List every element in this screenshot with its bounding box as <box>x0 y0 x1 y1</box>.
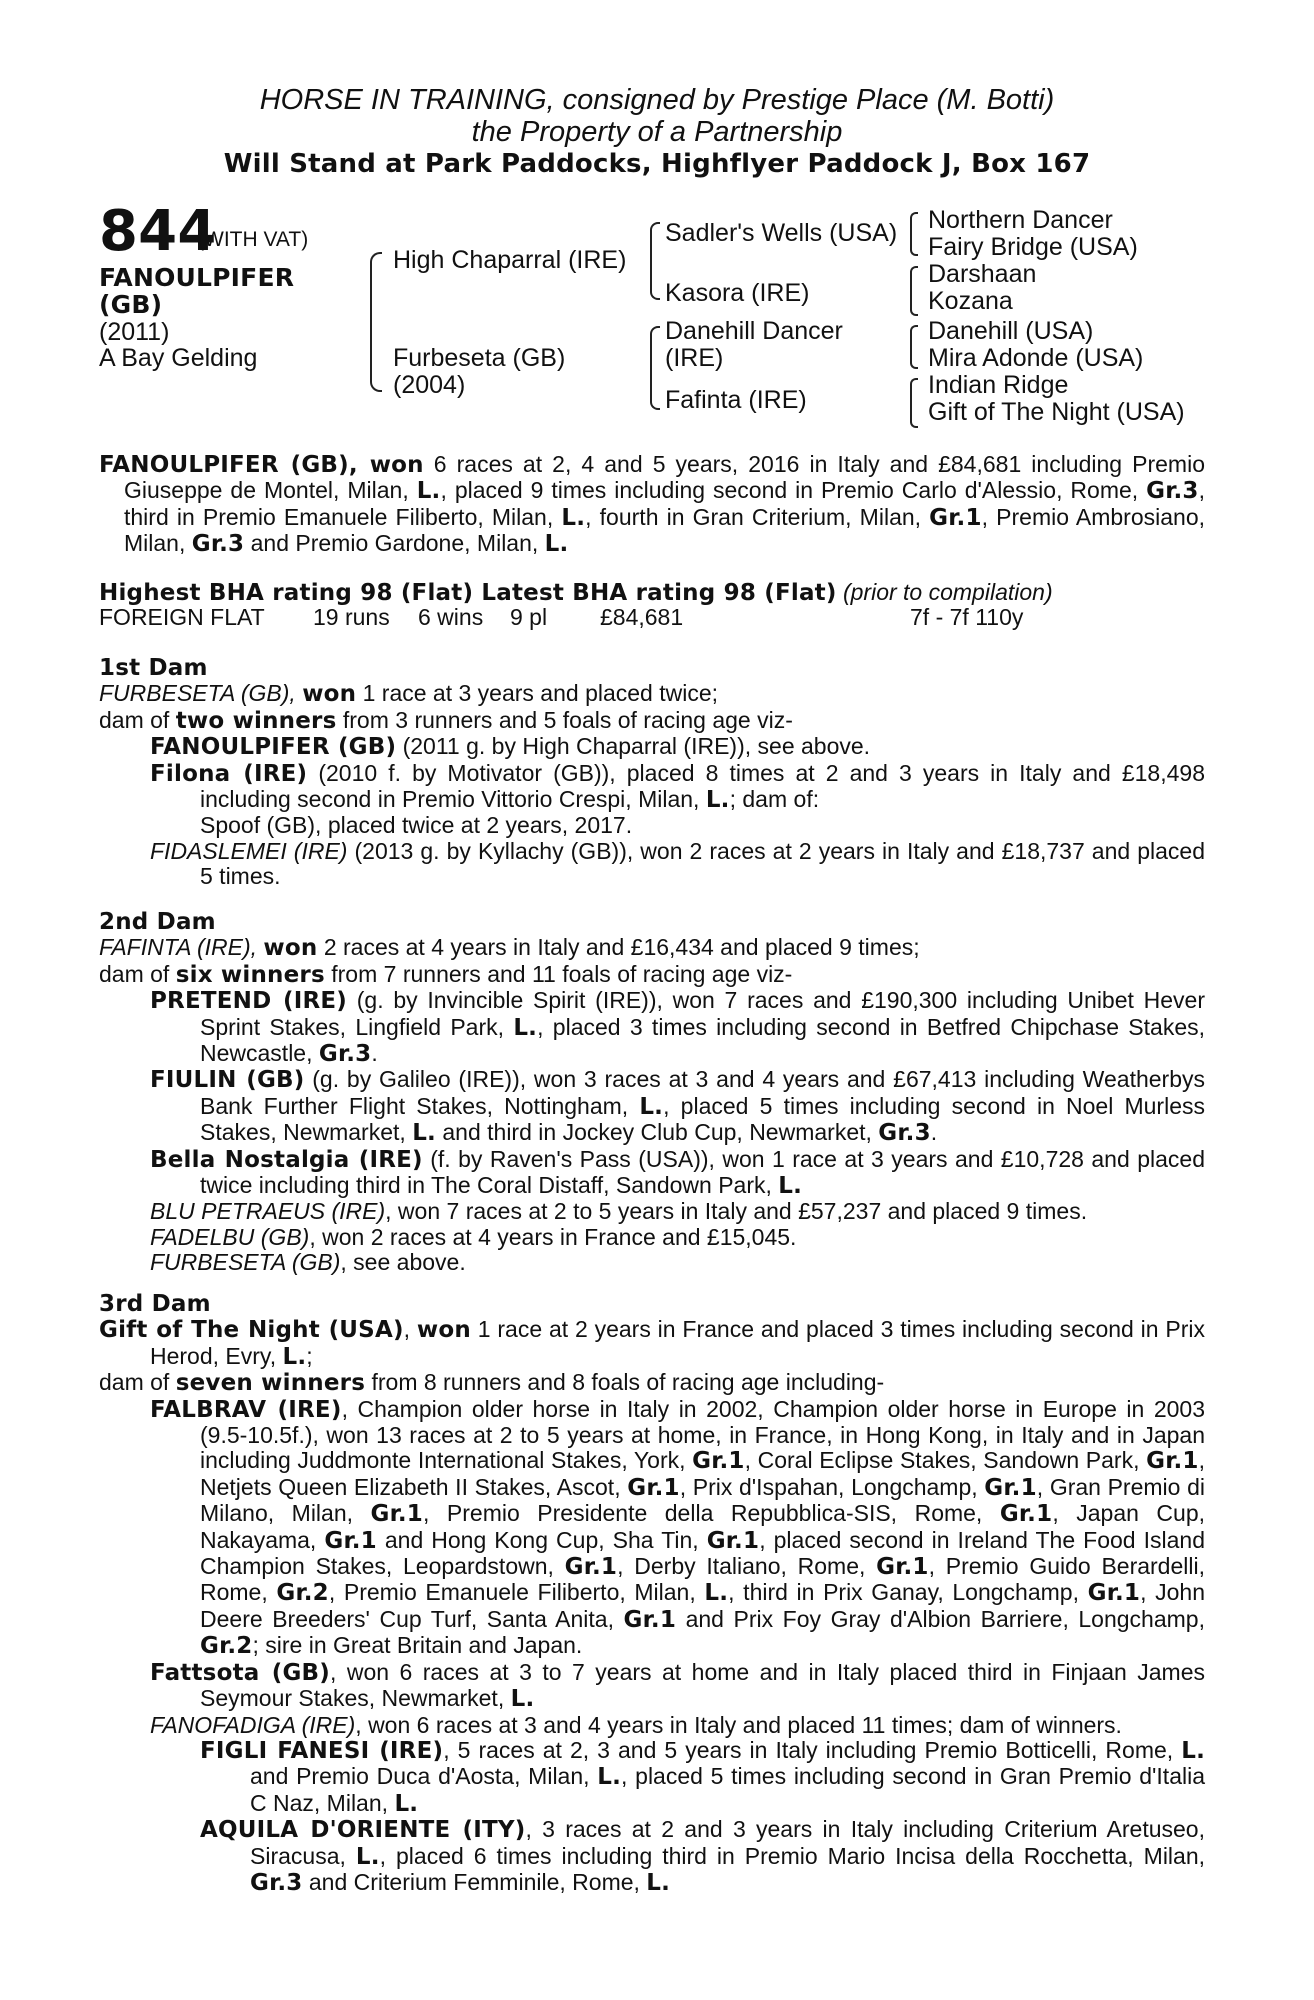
winners-count: six winners <box>175 961 325 988</box>
form-distance: 7f - 7f 110y <box>910 604 1024 630</box>
produce-record: and Criterium Femminile, Rome, <box>302 1868 647 1895</box>
produce-record: , Netjets Queen Elizabeth II Stakes, Ascot, <box>200 1447 1205 1500</box>
pedigree-g3-5: Danehill (USA) <box>928 317 1094 345</box>
dam-record: 1 race at 3 years and placed twice; <box>356 680 719 707</box>
summary-grade: L. <box>561 504 586 531</box>
dam-name: FAFINTA (IRE), <box>99 934 264 961</box>
produce-text: from 3 runners and 5 foals of racing age viz- <box>336 706 793 733</box>
produce-record: and Prix Foy Gray d'Albion Barriere, Longchamp, <box>676 1605 1205 1632</box>
grade: Gr.2 <box>200 1633 253 1660</box>
grade: Gr.3 <box>878 1120 931 1147</box>
produce-record: (2011 g. by High Chaparral (IRE)), see above. <box>396 733 871 760</box>
pedigree-sire: High Chaparral (IRE) <box>393 246 627 274</box>
produce-record: , Premio Presidente della Repubblica-SIS, Rome, <box>423 1500 1000 1527</box>
grade: Gr.3 <box>318 1041 372 1068</box>
granddaughter-produce-name: FIGLI FANESI (IRE) <box>200 1737 444 1764</box>
produce-record: , Derby Italiano, Rome, <box>617 1553 877 1580</box>
vat-note: (WITH VAT) <box>197 228 309 251</box>
produce-record: , Gran Premio di Milano, Milan, <box>200 1473 1205 1527</box>
grade: L. <box>705 787 730 814</box>
dam-record: 2 races at 4 years in Italy and £16,434 and placed 9 times; <box>317 934 920 961</box>
grade: Gr.1 <box>692 1448 745 1475</box>
summary-text-4: , fourth in Gran Criterium, Milan, <box>585 503 930 530</box>
third-dam-section <box>99 1292 1205 1896</box>
grade: L. <box>704 1580 729 1607</box>
grade: L. <box>282 1343 307 1370</box>
grade: Gr.3 <box>250 1869 303 1896</box>
grade: L. <box>1181 1737 1206 1764</box>
foaling-year: (2011) <box>99 318 170 346</box>
granddaughter-produce-name: AQUILA D'ORIENTE (ITY) <box>200 1817 526 1844</box>
produce-record: and third in Jockey Club Cup, Newmarket, <box>435 1119 879 1146</box>
grade: Gr.1 <box>324 1527 377 1554</box>
produce-record: and Hong Kong Cup, Sha Tin, <box>376 1526 707 1553</box>
won-label: won <box>416 1317 471 1344</box>
summary-won: won <box>369 452 424 478</box>
produce-record: . <box>930 1119 938 1146</box>
grade: Gr.1 <box>564 1554 618 1581</box>
won-label: won <box>263 935 318 962</box>
produce-record: , third in Prix Ganay, Longchamp, <box>728 1579 1088 1606</box>
produce-record: , placed 6 times including third in Premio Mario Incisa della Rocchetta, Milan, <box>379 1842 1206 1869</box>
produce-name: FALBRAV (IRE) <box>150 1396 342 1423</box>
produce-record: , placed second in Ireland The Food Island Champion Stakes, Leopardstown, <box>200 1526 1205 1580</box>
pedigree-g3-8: Gift of The Night (USA) <box>928 398 1185 426</box>
second-dam-section <box>99 910 1205 1276</box>
pedigree-g3-1: Northern Dancer <box>928 206 1113 234</box>
grade: L. <box>394 1790 419 1817</box>
produce-record: , won 2 races at 4 years in France and £15,045. <box>309 1223 797 1250</box>
dam-record: 1 race at 2 years in France and placed 3 times including second in Prix Herod, Evry, <box>150 1316 1206 1369</box>
produce-record: , won 6 races at 3 and 4 years in Italy and placed 11 times; dam of winners. <box>355 1711 1122 1738</box>
pedigree-dam-year: (2004) <box>393 371 466 399</box>
produce-record: (f. by Raven's Pass (USA)), won 1 race at 3 years and £10,728 and placed twice including third in The Coral Distaff, Sandown Park, <box>200 1145 1205 1199</box>
produce-name: FADELBU (GB) <box>150 1223 310 1250</box>
separator: , <box>403 1316 417 1343</box>
form-earnings: £84,681 <box>600 604 684 630</box>
section-heading: 2nd Dam <box>99 909 216 935</box>
produce-record: , 3 races at 2 and 3 years in Italy including Criterium Aretuseo, Siracusa, <box>250 1816 1205 1869</box>
produce-name: FIULIN (GB) <box>150 1067 305 1094</box>
summary-text-6: and Premio Gardone, Milan, <box>244 530 545 557</box>
summary-text-3: , third in Premio Emanuele Filiberto, Milan, <box>124 477 1205 530</box>
grade: L. <box>597 1764 622 1791</box>
produce-record: , Prix d'Ispahan, Longchamp, <box>679 1473 985 1500</box>
grade: L. <box>355 1843 380 1870</box>
produce-record: (2013 g. by Kyllachy (GB)), won 2 races at 2 years in Italy and £18,737 and placed 5 times. <box>200 837 1205 890</box>
produce-record: ; dam of: <box>729 786 820 813</box>
summary-grade: Gr.3 <box>191 531 245 558</box>
lot-number: 844 <box>99 199 217 264</box>
pedigree-dam-brace <box>650 326 660 410</box>
grade: Gr.1 <box>876 1554 929 1581</box>
produce-record: , Premio Emanuele Filiberto, Milan, <box>328 1579 705 1606</box>
produce-record: , won 7 races at 2 to 5 years in Italy and £57,237 and placed 9 times. <box>385 1198 1088 1225</box>
pedigree-g3-6: Mira Adonde (USA) <box>928 344 1144 372</box>
produce-name: FURBESETA (GB) <box>150 1249 341 1276</box>
rating-note: (prior to compilation) <box>842 579 1053 605</box>
produce-name: FIDASLEMEI (IRE) <box>150 837 348 864</box>
form-runs: 19 runs <box>313 604 390 630</box>
produce-record: , placed 3 times including second in Betfred Chipchase Stakes, Newcastle, <box>200 1013 1205 1067</box>
stable-location-line: Will Stand at Park Paddocks, Highflyer Paddock J, Box 167 <box>223 149 1091 179</box>
winners-count: two winners <box>175 707 337 734</box>
form-placed: 9 pl <box>510 604 548 630</box>
summary-grade: Gr.1 <box>929 504 982 531</box>
pedigree-g3-4: Kozana <box>928 287 1013 315</box>
section-heading: 3rd Dam <box>99 1291 211 1317</box>
produce-intro: dam of <box>99 706 176 733</box>
produce-record: , won 6 races at 3 to 7 years at home and in Italy placed third in Finjaan James Seymour Stakes, Newmarket, <box>200 1658 1205 1712</box>
pedigree-g3-brace-3 <box>910 325 918 369</box>
produce-record: , see above. <box>340 1249 466 1276</box>
grade: L. <box>510 1686 535 1713</box>
property-line: the Property of a Partnership <box>471 116 843 148</box>
grade: Gr.1 <box>370 1501 424 1528</box>
grade: Gr.1 <box>627 1474 680 1501</box>
summary-horse-name: FANOULPIFER (GB), <box>99 452 370 478</box>
grade: L. <box>639 1093 664 1120</box>
grade: L. <box>778 1173 803 1200</box>
dam-record: ; <box>306 1342 313 1369</box>
pedigree-g3-brace-2 <box>910 266 918 316</box>
section-heading: 1st Dam <box>99 655 208 681</box>
produce-record: , 5 races at 2, 3 and 5 years in Italy including Premio Botticelli, Rome, <box>443 1736 1182 1763</box>
pedigree-dam: Furbeseta (GB) <box>393 344 566 372</box>
produce-name: BLU PETRAEUS (IRE) <box>150 1198 386 1225</box>
produce-record: , Champion older horse in Italy in 2002, Champion older horse in Europe in 2003 (9.5-10.5f.), won 13 races at 2 to 5 years at home, in France, in Hong Kong, in Italy and in Japan including Juddmonte International Stakes, York, <box>200 1395 1205 1474</box>
pedigree-g3-brace-1 <box>910 212 918 256</box>
grade: Gr.1 <box>706 1527 760 1554</box>
produce-name: Fattsota (GB) <box>150 1659 330 1686</box>
pedigree-g3-brace-4 <box>910 378 918 428</box>
summary-text-1: 6 races at 2, 4 and 5 years, 2016 in Italy and £84,681 including Premio Giuseppe de Montel, Milan, <box>124 451 1205 504</box>
consignor-line: HORSE IN TRAINING, consigned by Prestige Place (M. Botti) <box>259 84 1055 116</box>
grade: Gr.1 <box>1146 1448 1199 1475</box>
bha-rating: Highest BHA rating 98 (Flat) Latest BHA rating 98 (Flat) <box>99 580 837 606</box>
won-label: won <box>302 681 357 708</box>
ratings-block <box>99 580 1205 606</box>
summary-text-5: , Premio Ambrosiano, Milan, <box>124 503 1205 557</box>
produce-name: FANOULPIFER (GB) <box>150 734 397 761</box>
produce-name: Bella Nostalgia (IRE) <box>150 1146 423 1173</box>
grade: Gr.2 <box>276 1580 329 1607</box>
produce-record: (2010 f. by Motivator (GB)), placed 8 times at 2 and 3 years in Italy and £18,498 including second in Premio Vittorio Crespi, Milan, <box>200 759 1205 813</box>
produce-record: , placed 5 times including second in Noel Murless Stakes, Newmarket, <box>200 1092 1205 1146</box>
dam-name: FURBESETA (GB), <box>99 680 303 707</box>
grade: Gr.1 <box>1087 1580 1141 1607</box>
grade: L. <box>412 1120 436 1147</box>
produce-name: Filona (IRE) <box>150 760 308 787</box>
race-record-summary <box>99 452 1205 558</box>
produce-record: , Premio Guido Berardelli, Rome, <box>200 1553 1205 1606</box>
summary-grade: L. <box>416 478 441 505</box>
produce-record: , John Deere Breeders' Cup Turf, Santa Anita, <box>200 1579 1205 1632</box>
grade: Gr.1 <box>984 1474 1037 1501</box>
pedigree-sire-dam: Kasora (IRE) <box>665 279 810 307</box>
produce-text: from 8 runners and 8 foals of racing age including- <box>365 1369 885 1396</box>
summary-grade: Gr.3 <box>1146 478 1199 505</box>
produce-record: (g. by Galileo (IRE)), won 3 races at 3 and 4 years and £67,413 including Weatherbys Bank Further Flight Stakes, Nottingham, <box>200 1066 1205 1119</box>
form-wins: 6 wins <box>418 604 484 630</box>
produce-intro: dam of <box>99 960 176 987</box>
summary-grade: L. <box>544 531 569 558</box>
horse-name: FANOULPIFER <box>99 263 295 292</box>
produce-record: ; sire in Great Britain and Japan. <box>252 1632 583 1659</box>
produce-record: . <box>371 1040 378 1067</box>
produce-record: (g. by Invincible Spirit (IRE)), won 7 races and £190,300 including Unibet Hever Sprint Stakes, Lingfield Park, <box>200 987 1205 1040</box>
horse-country: (GB) <box>99 290 163 319</box>
pedigree-main-brace <box>370 252 382 392</box>
produce-name: FANOFADIGA (IRE) <box>150 1711 356 1738</box>
pedigree-dam-sire: Danehill Dancer <box>665 317 843 345</box>
pedigree-dam-sire-country: (IRE) <box>665 344 724 372</box>
produce-name: PRETEND (IRE) <box>150 988 347 1015</box>
first-dam-section <box>99 656 1205 890</box>
horse-description: A Bay Gelding <box>99 344 258 372</box>
grade: Gr.1 <box>623 1606 677 1633</box>
dam-name: Gift of The Night (USA) <box>99 1317 404 1344</box>
granddaughter-record: Spoof (GB), placed twice at 2 years, 2017. <box>200 812 633 839</box>
pedigree-g3-2: Fairy Bridge (USA) <box>928 233 1138 261</box>
summary-text-2: , placed 9 times including second in Premio Carlo d'Alessio, Rome, <box>440 477 1147 504</box>
produce-text: from 7 runners and 11 foals of racing age viz- <box>324 960 793 987</box>
pedigree-g3-3: Darshaan <box>928 260 1037 288</box>
produce-record: , placed 5 times including second in Gran Premio d'Italia C Naz, Milan, <box>250 1763 1206 1816</box>
pedigree-dam-dam: Fafinta (IRE) <box>665 386 807 414</box>
grade: L. <box>513 1014 538 1041</box>
produce-record: , Japan Cup, Nakayama, <box>200 1500 1205 1553</box>
form-category: FOREIGN FLAT <box>99 604 265 630</box>
winners-count: seven winners <box>175 1370 366 1397</box>
produce-record: and Premio Duca d'Aosta, Milan, <box>250 1763 598 1790</box>
produce-record: , Coral Eclipse Stakes, Sandown Park, <box>744 1447 1147 1474</box>
produce-intro: dam of <box>99 1369 176 1396</box>
pedigree-sire-sire: Sadler's Wells (USA) <box>665 219 898 247</box>
grade: Gr.1 <box>999 1501 1053 1528</box>
pedigree-g3-7: Indian Ridge <box>928 371 1069 399</box>
pedigree-sire-brace <box>650 222 660 300</box>
grade: L. <box>646 1869 671 1896</box>
